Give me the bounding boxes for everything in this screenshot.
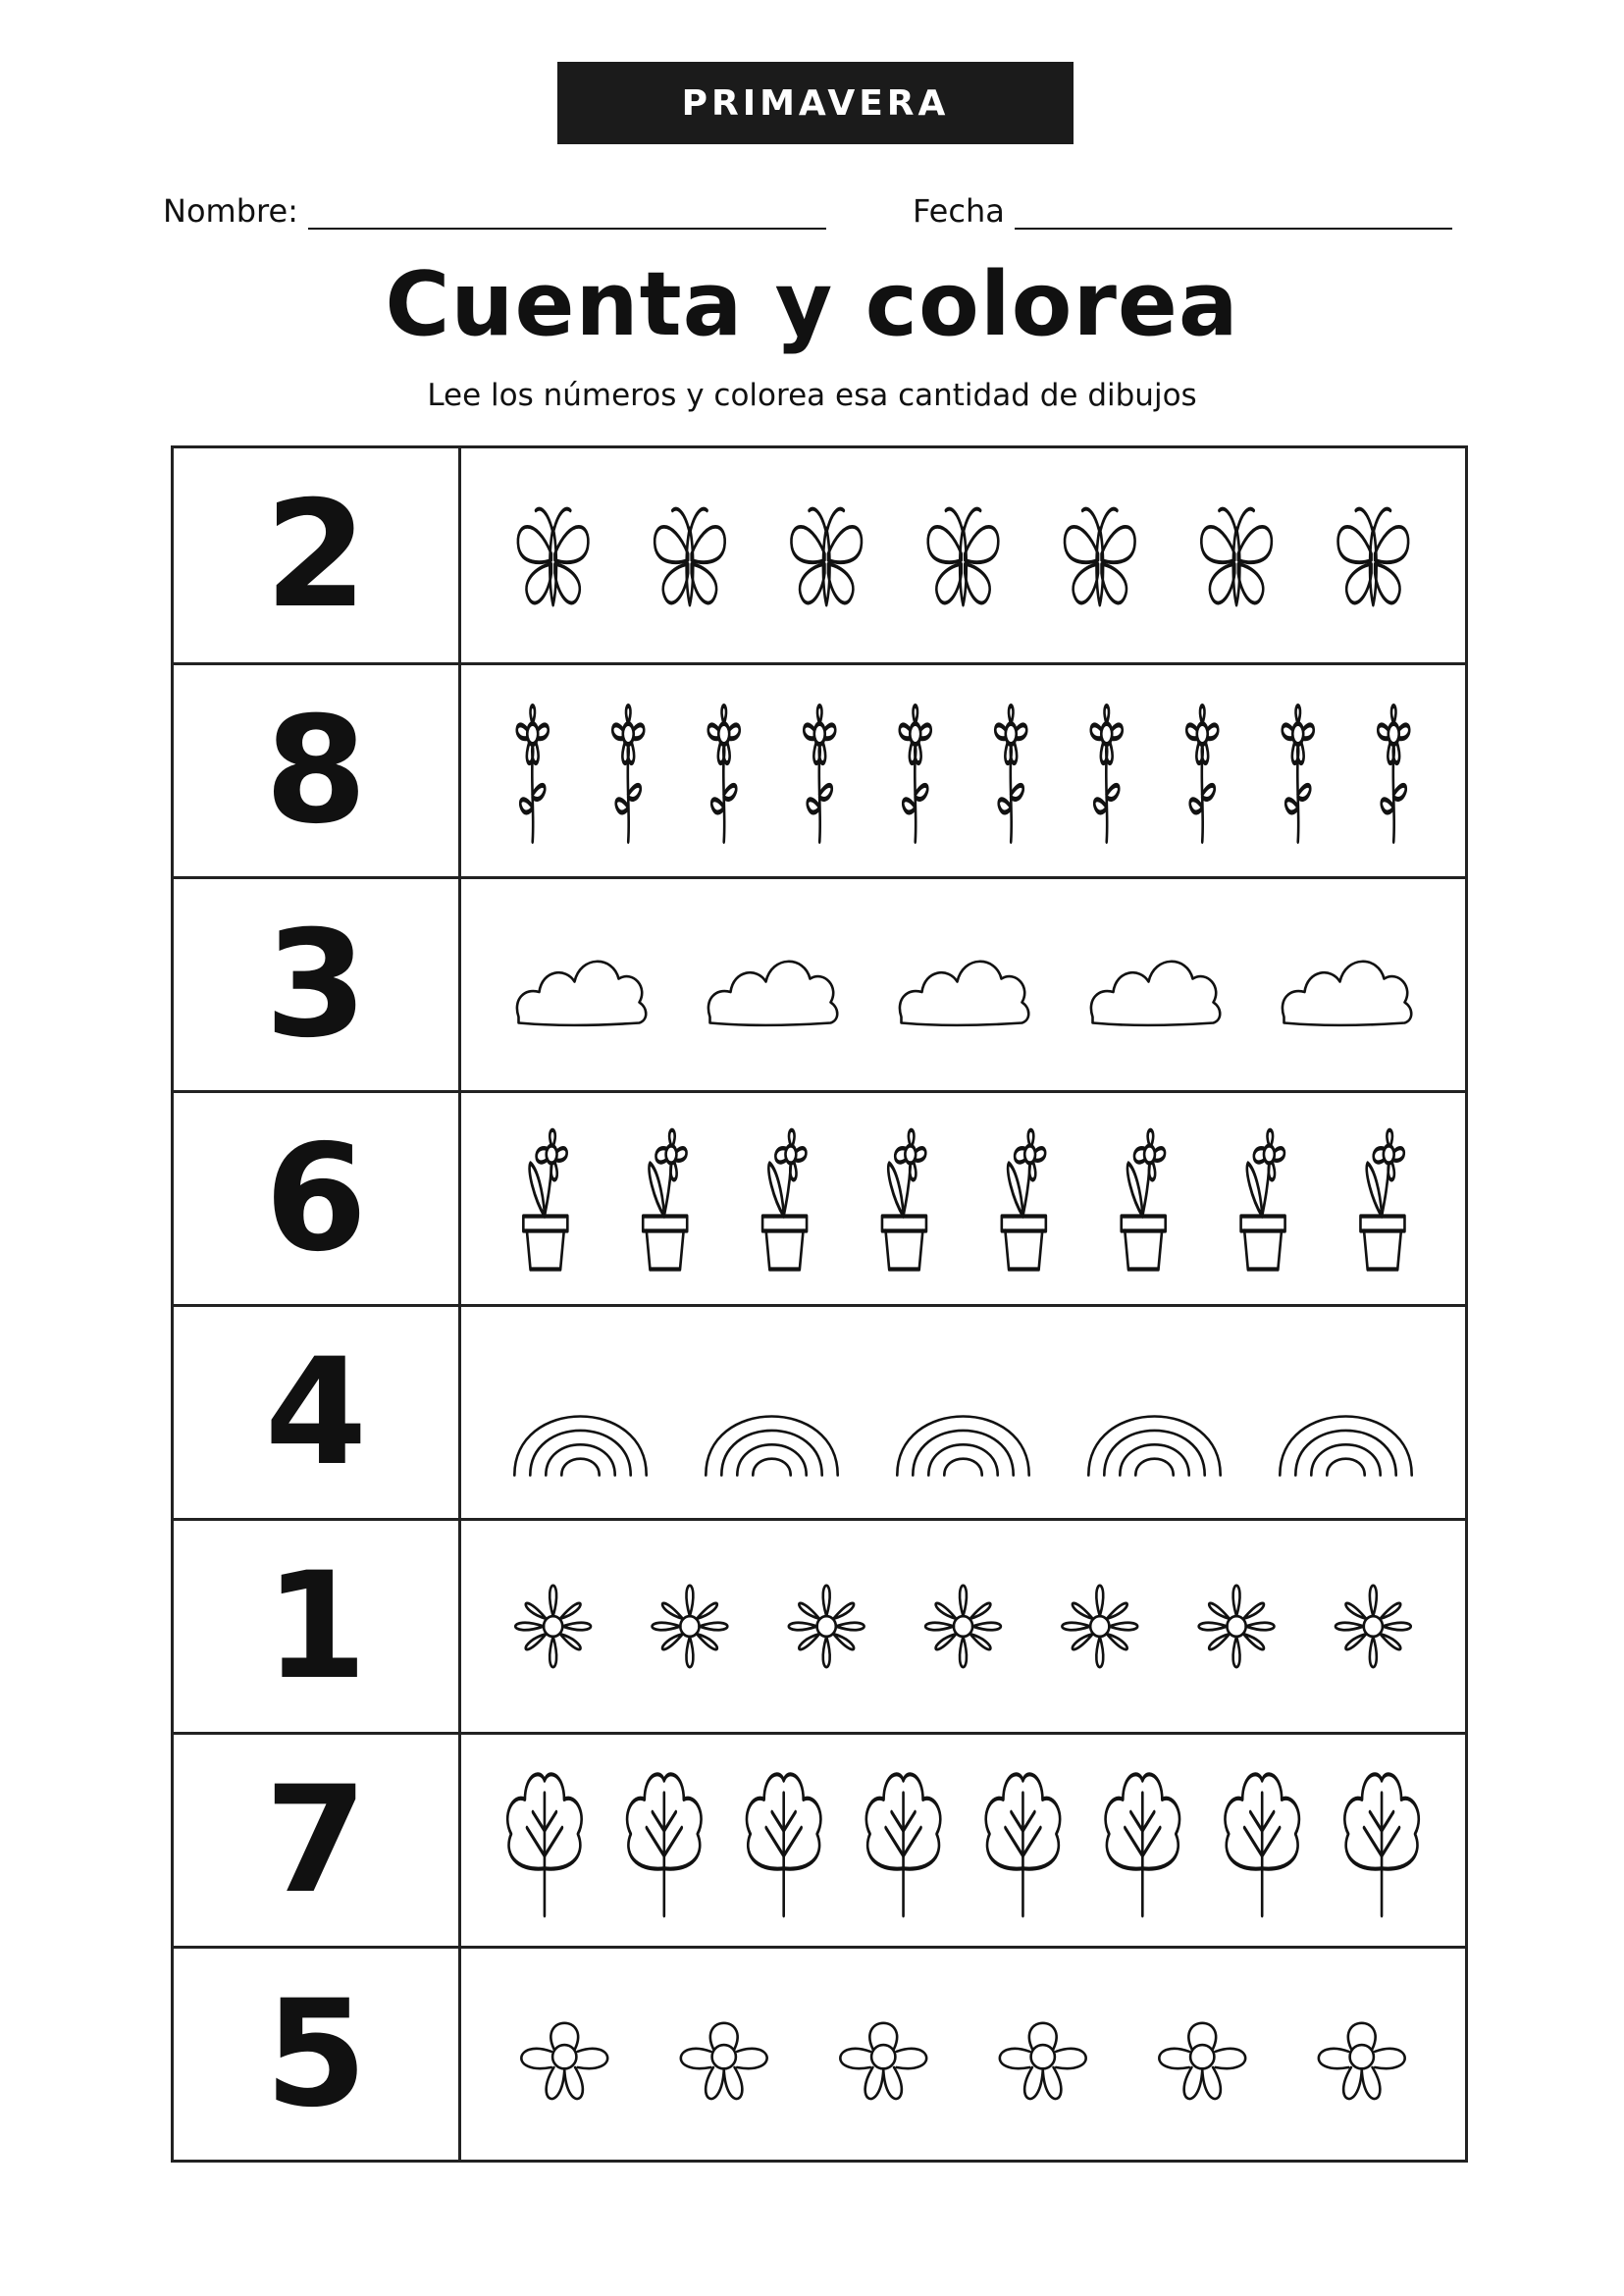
banner-label: PRIMAVERA xyxy=(681,82,950,124)
butterfly-icon[interactable] xyxy=(791,509,862,605)
daisy-icon[interactable] xyxy=(515,1586,591,1667)
flower-stem-icon[interactable] xyxy=(708,706,740,842)
rainbow-icon[interactable] xyxy=(897,1417,1028,1476)
rainbow-icon[interactable] xyxy=(706,1417,837,1476)
potted-flower-icon[interactable] xyxy=(523,1130,567,1270)
potted-flower-icon[interactable] xyxy=(1360,1130,1404,1270)
date-label: Fecha xyxy=(913,192,1005,230)
tree-icon[interactable] xyxy=(747,1774,820,1915)
potted-flower-icon[interactable] xyxy=(1002,1130,1046,1270)
count-number: 4 xyxy=(174,1307,461,1518)
table-row xyxy=(174,1304,1465,1518)
table-row xyxy=(174,448,1465,662)
tree-icon[interactable] xyxy=(507,1774,581,1915)
blossom-icon[interactable] xyxy=(840,2023,926,2099)
flower-stem-icon[interactable] xyxy=(1091,706,1123,842)
instruction-text: Lee los números y colorea esa cantidad de dibujos xyxy=(427,378,1197,413)
drawings-cell xyxy=(461,1735,1465,1946)
tree-icon[interactable] xyxy=(986,1774,1060,1915)
counting-table xyxy=(171,445,1468,2163)
butterfly-icon[interactable] xyxy=(928,509,999,605)
flower-stem-icon[interactable] xyxy=(804,706,835,842)
daisy-icon[interactable] xyxy=(925,1586,1001,1667)
cloud-icon[interactable] xyxy=(708,962,837,1025)
butterfly-icon[interactable] xyxy=(1338,509,1409,605)
table-row xyxy=(174,1518,1465,1732)
drawings-strip xyxy=(461,448,1465,659)
tree-icon[interactable] xyxy=(1106,1774,1179,1915)
table-row xyxy=(174,662,1465,876)
drawings-strip xyxy=(461,1949,1465,2160)
table-row xyxy=(174,1946,1465,2160)
count-number: 2 xyxy=(174,448,461,662)
blossom-icon[interactable] xyxy=(1319,2023,1405,2099)
count-number: 7 xyxy=(174,1735,461,1946)
tree-icon[interactable] xyxy=(627,1774,701,1915)
drawings-strip xyxy=(461,1735,1465,1946)
flower-stem-icon[interactable] xyxy=(1283,706,1314,842)
flower-stem-icon[interactable] xyxy=(995,706,1026,842)
potted-flower-icon[interactable] xyxy=(1241,1130,1285,1270)
cloud-icon[interactable] xyxy=(1283,962,1411,1025)
name-line[interactable] xyxy=(308,192,826,230)
drawings-cell xyxy=(461,1307,1465,1518)
drawings-strip xyxy=(461,1521,1465,1732)
drawings-cell xyxy=(461,665,1465,876)
count-number: 5 xyxy=(174,1949,461,2160)
name-label: Nombre: xyxy=(163,192,298,230)
daisy-icon[interactable] xyxy=(1336,1586,1411,1667)
cloud-icon[interactable] xyxy=(900,962,1028,1025)
count-number: 6 xyxy=(174,1093,461,1304)
rainbow-icon[interactable] xyxy=(1088,1417,1220,1476)
potted-flower-icon[interactable] xyxy=(762,1130,807,1270)
drawings-strip xyxy=(461,1093,1465,1304)
count-number: 1 xyxy=(174,1521,461,1732)
flower-stem-icon[interactable] xyxy=(900,706,931,842)
butterfly-icon[interactable] xyxy=(1201,509,1272,605)
drawings-strip xyxy=(461,1307,1465,1518)
flower-stem-icon[interactable] xyxy=(1378,706,1409,842)
butterfly-icon[interactable] xyxy=(655,509,725,605)
title-banner xyxy=(557,62,1074,144)
table-row xyxy=(174,1090,1465,1304)
butterfly-icon[interactable] xyxy=(1065,509,1135,605)
butterfly-icon[interactable] xyxy=(518,509,589,605)
potted-flower-icon[interactable] xyxy=(643,1130,687,1270)
tree-icon[interactable] xyxy=(1225,1774,1298,1915)
drawings-strip xyxy=(461,879,1465,1090)
name-field xyxy=(163,184,826,230)
drawings-cell xyxy=(461,879,1465,1090)
flower-stem-icon[interactable] xyxy=(612,706,644,842)
blossom-icon[interactable] xyxy=(1000,2023,1086,2099)
table-row xyxy=(174,1732,1465,1946)
blossom-icon[interactable] xyxy=(1159,2023,1245,2099)
flower-stem-icon[interactable] xyxy=(1186,706,1218,842)
drawings-cell xyxy=(461,1949,1465,2160)
daisy-icon[interactable] xyxy=(1199,1586,1275,1667)
blossom-icon[interactable] xyxy=(681,2023,767,2099)
potted-flower-icon[interactable] xyxy=(1122,1130,1166,1270)
daisy-icon[interactable] xyxy=(1062,1586,1137,1667)
date-line[interactable] xyxy=(1015,192,1452,230)
daisy-icon[interactable] xyxy=(789,1586,864,1667)
count-number: 3 xyxy=(174,879,461,1090)
drawings-strip xyxy=(461,665,1465,876)
flower-stem-icon[interactable] xyxy=(517,706,549,842)
blossom-icon[interactable] xyxy=(521,2023,607,2099)
table-row xyxy=(174,876,1465,1090)
count-number: 8 xyxy=(174,665,461,876)
page-title: Cuenta y colorea xyxy=(385,253,1239,356)
drawings-cell xyxy=(461,1521,1465,1732)
cloud-icon[interactable] xyxy=(1091,962,1220,1025)
rainbow-icon[interactable] xyxy=(1280,1417,1411,1476)
potted-flower-icon[interactable] xyxy=(882,1130,926,1270)
tree-icon[interactable] xyxy=(866,1774,940,1915)
drawings-cell xyxy=(461,448,1465,662)
drawings-cell xyxy=(461,1093,1465,1304)
date-field xyxy=(913,184,1452,230)
tree-icon[interactable] xyxy=(1344,1774,1418,1915)
cloud-icon[interactable] xyxy=(517,962,646,1025)
daisy-icon[interactable] xyxy=(653,1586,728,1667)
rainbow-icon[interactable] xyxy=(514,1417,646,1476)
